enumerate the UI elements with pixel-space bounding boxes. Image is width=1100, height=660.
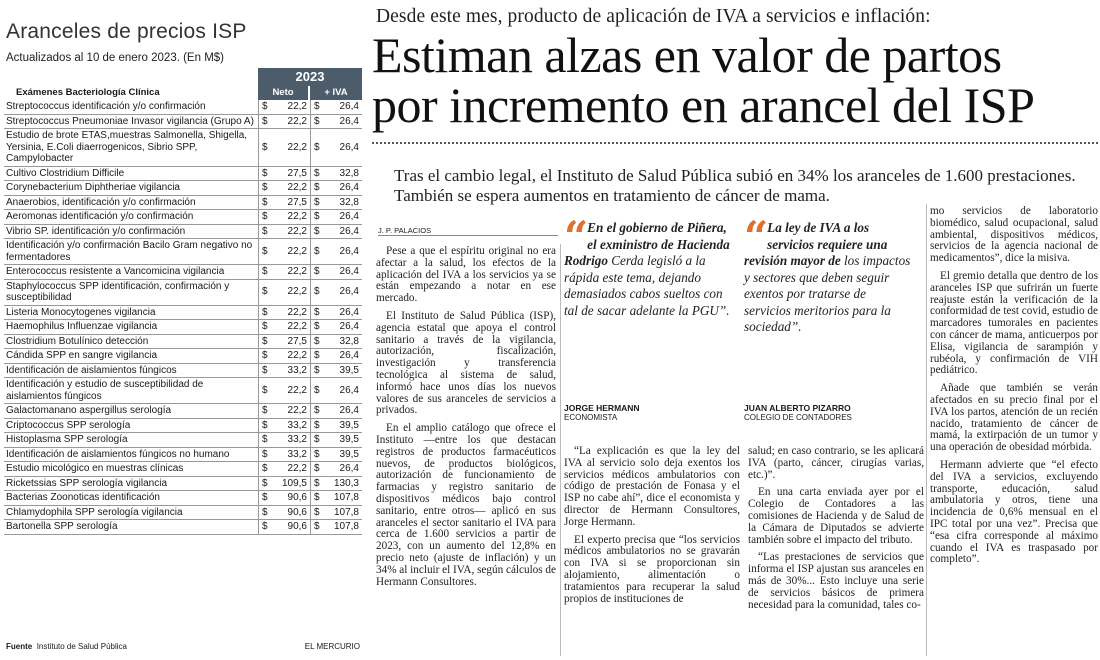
- currency-sign: $: [314, 419, 320, 431]
- price-iva: [310, 448, 362, 462]
- price-neto-value: 22,2: [287, 115, 307, 127]
- price-neto-value: 22,2: [287, 101, 307, 112]
- currency-sign: $: [262, 448, 268, 460]
- price-iva-value: 26,4: [339, 115, 359, 127]
- table-row: [4, 210, 362, 225]
- table-category: Exámenes Bacteriología Clínica: [16, 87, 160, 98]
- currency-sign: $: [262, 141, 268, 153]
- price-neto: [258, 404, 310, 418]
- table-row: [4, 477, 362, 492]
- currency-sign: $: [262, 350, 268, 361]
- currency-sign: $: [314, 211, 320, 222]
- currency-sign: $: [262, 506, 268, 518]
- price-iva-value: 26,4: [339, 321, 359, 332]
- price-iva-value: 26,4: [339, 101, 359, 112]
- price-iva-value: 39,5: [339, 419, 359, 431]
- price-neto-value: 22,2: [287, 384, 307, 396]
- price-iva: [310, 115, 362, 129]
- currency-sign: $: [314, 463, 320, 474]
- currency-sign: $: [262, 477, 268, 489]
- price-neto-value: 22,2: [287, 350, 307, 361]
- paragraph: “La explicación es que la ley del IVA al servicio solo deja exentos los servicios médicos ambulatorios con código de prestación de Fonasa y el ISP no cabe ahí”, dice el economista y director de Hermann Consultores, Jorge Hermann.: [564, 445, 740, 528]
- table-title: Aranceles de precios ISP: [6, 20, 247, 43]
- currency-sign: $: [262, 405, 268, 416]
- price-iva-value: 26,4: [339, 141, 359, 153]
- price-iva: [310, 506, 362, 520]
- currency-sign: $: [314, 384, 320, 396]
- price-iva-value: 26,4: [339, 225, 359, 237]
- table-row: [4, 115, 362, 130]
- table-row: [4, 280, 362, 306]
- exam-name: Estudio de brote ETAS,muestras Salmonella, Shigella, Yersinia, E.Coli diaerrogenicos, Sibrio SPP, Campylobacter: [6, 130, 248, 164]
- exam-name: Streptococcus Pneumoniae Invasor vigilancia (Grupo A): [6, 115, 254, 127]
- quote1-bold: En el gobierno de Piñera, el exministro de Hacienda Rodrigo: [564, 220, 730, 268]
- price-iva-value: 26,4: [339, 405, 359, 416]
- price-iva: [310, 433, 362, 447]
- price-neto-value: 22,2: [287, 463, 307, 474]
- currency-sign: $: [262, 306, 268, 318]
- exam-name: Ricketssias SPP serología vigilancia: [6, 477, 168, 489]
- price-iva: [310, 167, 362, 181]
- currency-sign: $: [314, 196, 320, 208]
- price-iva: [310, 306, 362, 320]
- price-iva-value: 130,3: [333, 477, 359, 489]
- paragraph: El experto precisa que “los servicios médicos ambulatorios no se gravarán con IVA si se proporcionan sin alojamiento, alimentación o tratamientos para recuperar la salud propios de instituciones de: [564, 533, 740, 605]
- paragraph: En una carta enviada ayer por el Colegio de Contadores a las comisiones de Hacienda y de Salud de la Cámara de Diputados se advierte también sobre el impacto del tributo.: [748, 486, 924, 546]
- currency-sign: $: [262, 384, 268, 396]
- exam-name: Identificación y/o confirmación Bacilo Gram negativo no fermentadores: [6, 240, 253, 263]
- currency-sign: $: [262, 167, 268, 179]
- currency-sign: $: [262, 521, 268, 532]
- pull-quote-2: [744, 212, 912, 336]
- table-rows: [4, 100, 362, 535]
- price-iva-value: 26,4: [339, 463, 359, 474]
- currency-sign: $: [314, 306, 320, 318]
- quote2-name: JUAN ALBERTO PIZARRO: [744, 403, 851, 413]
- currency-sign: $: [314, 101, 320, 112]
- exam-name: Identificación de aislamientos fúngicos no humano: [6, 448, 230, 460]
- table-row: [4, 239, 362, 265]
- price-neto-value: 33,2: [287, 364, 307, 376]
- exam-name: Identificación de aislamientos fúngicos: [6, 364, 177, 376]
- exam-name: Chlamydophila SPP serología vigilancia: [6, 506, 183, 518]
- source-label: Fuente: [6, 642, 33, 651]
- exam-name: Criptococcus SPP serología: [6, 419, 131, 431]
- article-deck: Tras el cambio legal, el Instituto de Salud Pública subió en 34% los aranceles de 1.600 prestaciones. También se espera aumentos en tratamiento de cáncer de mama.: [394, 166, 1076, 205]
- paragraph: salud; en caso contrario, se les aplicará IVA (parto, cáncer, cirugías varias, etc.)”.: [748, 445, 924, 481]
- table-row: [4, 462, 362, 477]
- article: [372, 0, 1100, 660]
- currency-sign: $: [314, 167, 320, 179]
- price-iva: [310, 349, 362, 363]
- price-neto-value: 22,2: [287, 245, 307, 257]
- price-iva: [310, 520, 362, 534]
- price-neto: [258, 115, 310, 129]
- table-row: [4, 225, 362, 240]
- price-iva: [310, 181, 362, 195]
- price-neto: [258, 265, 310, 279]
- currency-sign: $: [314, 115, 320, 127]
- price-neto: [258, 506, 310, 520]
- exam-name: Bacterias Zoonoticas identificación: [6, 492, 160, 503]
- currency-sign: $: [314, 477, 320, 489]
- price-iva: [310, 100, 362, 114]
- currency-sign: $: [314, 350, 320, 361]
- price-iva: [310, 239, 362, 264]
- price-iva-value: 32,8: [339, 335, 359, 347]
- price-iva: [310, 196, 362, 210]
- price-neto: [258, 364, 310, 378]
- table-footer: [6, 642, 360, 651]
- price-iva-value: 26,4: [339, 266, 359, 277]
- exam-name: Streptococcus identificación y/o confirmación: [6, 101, 206, 112]
- exam-name: Bartonella SPP serología: [6, 521, 118, 532]
- price-neto: [258, 448, 310, 462]
- table-row: [4, 100, 362, 115]
- price-neto-value: 22,2: [287, 211, 307, 222]
- price-neto-value: 27,5: [287, 335, 307, 347]
- currency-sign: $: [262, 492, 268, 503]
- quote1-text: Cerda legisló a la rápida este tema, dejando demasiados cabos sueltos con tal de sacar adelante la PGU”.: [564, 253, 730, 318]
- currency-sign: $: [314, 364, 320, 376]
- currency-sign: $: [314, 506, 320, 518]
- price-neto-value: 22,2: [287, 182, 307, 193]
- quote1-role: ECONOMISTA: [564, 413, 618, 422]
- table-row: [4, 404, 362, 419]
- paragraph: Hermann advierte que “el efecto del IVA a servicios, excluyendo transporte, educación, salud ambulatoria y otros, tiene una incidencia de 0,6% mensual en el IPC total por una vez”. Precisa que “esa cifra corresponde al máximo cuando el IVA es traspasado por completo”.: [930, 458, 1098, 566]
- table-row: [4, 306, 362, 321]
- price-iva: [310, 335, 362, 349]
- exam-name: Anaerobios, identificación y/o confirmación: [6, 196, 196, 208]
- table-row: [4, 448, 362, 463]
- price-iva: [310, 320, 362, 334]
- paragraph: El Instituto de Salud Pública (ISP), agencia estatal que apoya el control sanitario a través de la vigilancia, autorización, fiscalización, investigación y transferencia tecnológica al sistema de salud, informó hace unos días los nuevos valores de sus aranceles de servicios a privados.: [376, 309, 556, 417]
- quote-mark-icon: “: [744, 212, 765, 261]
- headline-line-2: por incremento en arancel del ISP: [372, 77, 1035, 133]
- currency-sign: $: [262, 419, 268, 431]
- source-text: Instituto de Salud Pública: [36, 642, 127, 651]
- price-iva-value: 107,8: [333, 506, 359, 518]
- table-row: [4, 378, 362, 404]
- pull-quote-1: [564, 212, 732, 319]
- price-iva-value: 39,5: [339, 434, 359, 445]
- price-neto: [258, 419, 310, 433]
- paragraph: mo servicios de laboratorio biomédico, salud ocupacional, salud ambiental, dispositivos médicos, servicios de la agencia nacional de medicamentos”, dice la misiva.: [930, 205, 1098, 265]
- price-iva: [310, 210, 362, 224]
- price-neto-value: 90,6: [287, 492, 307, 503]
- table-subtitle: Actualizados al 10 de enero 2023. (En M$): [6, 52, 224, 64]
- quote2-bold: La ley de IVA a los servicios requiere una revisión mayor de: [744, 220, 888, 268]
- price-neto: [258, 335, 310, 349]
- column-header-neto: Neto: [258, 86, 308, 100]
- currency-sign: $: [314, 321, 320, 332]
- exam-name: Listeria Monocytogenes vigilancia: [6, 306, 156, 318]
- price-iva: [310, 364, 362, 378]
- price-neto: [258, 181, 310, 195]
- price-neto: [258, 210, 310, 224]
- price-iva: [310, 265, 362, 279]
- price-neto-value: 22,2: [287, 321, 307, 332]
- body-column-4: [930, 206, 1098, 572]
- table-row: [4, 181, 362, 196]
- price-iva-value: 26,4: [339, 306, 359, 318]
- headline-line-1: Estiman alzas en valor de partos: [372, 27, 1002, 83]
- table-year-header: 2023: [258, 68, 362, 86]
- price-iva-value: 107,8: [333, 521, 359, 532]
- body-column-3: [748, 446, 924, 617]
- price-iva-value: 32,8: [339, 167, 359, 179]
- price-iva-value: 39,5: [339, 448, 359, 460]
- currency-sign: $: [314, 141, 320, 153]
- price-iva-value: 26,4: [339, 182, 359, 193]
- table-row: [4, 196, 362, 211]
- exam-name: Corynebacterium Diphtheriae vigilancia: [6, 182, 180, 193]
- price-neto: [258, 378, 310, 403]
- price-table: [0, 0, 362, 660]
- price-neto-value: 22,2: [287, 306, 307, 318]
- currency-sign: $: [314, 266, 320, 277]
- price-neto-value: 22,2: [287, 266, 307, 277]
- table-row: [4, 335, 362, 350]
- body-column-1: [376, 246, 556, 594]
- price-neto-value: 27,5: [287, 196, 307, 208]
- paragraph: Pese a que el espíritu original no era afectar a la salud, los efectos de la aplicación del IVA a los servicios ya se están empezando a notar en ese mercado.: [376, 245, 556, 305]
- price-neto: [258, 167, 310, 181]
- price-neto: [258, 129, 310, 166]
- price-neto-value: 22,2: [287, 405, 307, 416]
- price-iva: [310, 419, 362, 433]
- table-row: [4, 320, 362, 335]
- quote2-role: COLEGIO DE CONTADORES: [744, 413, 852, 422]
- currency-sign: $: [314, 492, 320, 503]
- quote1-signature: [564, 404, 640, 422]
- currency-sign: $: [314, 521, 320, 532]
- article-kicker: Desde este mes, producto de aplicación de IVA a servicios e inflación:: [376, 6, 931, 27]
- price-neto: [258, 462, 310, 476]
- paragraph: “Las prestaciones de servicios que informa el ISP ajustan sus aranceles en más de 30%... Esto incluye una serie de servicios básicos de primera necesidad para la comunidad, tales co-: [748, 551, 924, 611]
- price-neto-value: 33,2: [287, 448, 307, 460]
- exam-name: Clostridium Botulínico detección: [6, 335, 149, 347]
- exam-name: Histoplasma SPP serología: [6, 434, 128, 445]
- price-neto-value: 22,2: [287, 225, 307, 237]
- exam-name: Staphylococcus SPP identificación, confirmación y susceptibilidad: [6, 280, 230, 303]
- exam-name: Identificación y estudio de susceptibilidad de aislamientos fúngicos: [6, 379, 204, 402]
- paragraph: El gremio detalla que dentro de los aranceles ISP que sufrirán un fuerte reajuste están la verificación de la conformidad de test covid, estudio de marcadores tumorales en pacientes con cáncer de mama, anticuerpos por Elisa, vigilancia de sarampión y rubéola, y confirmación de VIH pediátrico.: [930, 269, 1098, 377]
- price-neto-value: 90,6: [287, 506, 307, 518]
- price-neto-value: 109,5: [281, 477, 307, 489]
- price-iva: [310, 491, 362, 505]
- column-header-iva: + IVA: [310, 86, 362, 100]
- price-neto: [258, 349, 310, 363]
- byline: J. P. PALACIOS: [378, 226, 432, 235]
- table-row: [4, 433, 362, 448]
- price-neto-value: 22,2: [287, 141, 307, 153]
- price-neto: [258, 477, 310, 491]
- currency-sign: $: [314, 434, 320, 445]
- column-separator: [560, 244, 561, 656]
- quote2-text: los impactos y sectores que deben seguir exentos por tratarse de servicios meritorios para la sociedad”.: [744, 253, 911, 334]
- price-iva: [310, 129, 362, 166]
- table-row: [4, 265, 362, 280]
- exam-name: Haemophilus Influenzae vigilancia: [6, 321, 158, 332]
- price-neto: [258, 306, 310, 320]
- table-row: [4, 491, 362, 506]
- price-iva: [310, 225, 362, 239]
- table-row: [4, 129, 362, 167]
- currency-sign: $: [314, 245, 320, 257]
- price-neto-value: 33,2: [287, 419, 307, 431]
- price-neto: [258, 433, 310, 447]
- quote1-name: JORGE HERMANN: [564, 403, 640, 413]
- currency-sign: $: [262, 266, 268, 277]
- currency-sign: $: [314, 448, 320, 460]
- paragraph: Añade que también se verán afectados en su precio final por el IVA los partos, atención de un recién nacido, tratamiento de cáncer de mamá, la extirpación de un tumor y una operación de obesidad mórbida.: [930, 382, 1098, 454]
- price-iva: [310, 477, 362, 491]
- body-column-2: [564, 446, 740, 611]
- price-iva: [310, 280, 362, 305]
- currency-sign: $: [262, 335, 268, 347]
- price-iva-value: 26,4: [339, 350, 359, 361]
- price-iva: [310, 378, 362, 403]
- currency-sign: $: [262, 364, 268, 376]
- exam-name: Estudio micológico en muestras clínicas: [6, 463, 184, 474]
- price-iva-value: 32,8: [339, 196, 359, 208]
- price-neto: [258, 320, 310, 334]
- currency-sign: $: [262, 196, 268, 208]
- exam-name: Vibrio SP. identificación y/o confirmación: [6, 225, 186, 237]
- table-row: [4, 349, 362, 364]
- price-iva-value: 26,4: [339, 286, 359, 298]
- currency-sign: $: [314, 405, 320, 416]
- table-row: [4, 167, 362, 182]
- price-iva: [310, 462, 362, 476]
- price-neto-value: 90,6: [287, 521, 307, 532]
- price-neto-value: 22,2: [287, 286, 307, 298]
- credit-text: EL MERCURIO: [304, 642, 360, 651]
- price-neto: [258, 100, 310, 114]
- paragraph: En el amplio catálogo que ofrece el Instituto —entre los que destacan registros de productos farmacéuticos nuevos, de productos biológicos, autorización de funcionamiento de farmacias y registro sanitario de dispositivos médicos bajo control sanitario, entre otros— aplicó en sus aranceles el sector sanitario el IVA para cerca de 1.600 servicios a partir de 2023, con un aumento del 12,8% en precio neto (ajuste de inflación) y un 34% al incluir el IVA, según cálculos de Hermann Consultores.: [376, 422, 556, 588]
- price-iva-value: 39,5: [339, 364, 359, 376]
- table-row: [4, 364, 362, 379]
- exam-name: Cándida SPP en sangre vigilancia: [6, 350, 158, 361]
- currency-sign: $: [262, 211, 268, 222]
- byline-divider: [378, 235, 558, 236]
- price-neto: [258, 280, 310, 305]
- column-separator: [926, 204, 927, 656]
- currency-sign: $: [314, 286, 320, 298]
- currency-sign: $: [262, 182, 268, 193]
- currency-sign: $: [262, 286, 268, 298]
- article-headline: [372, 27, 1035, 133]
- currency-sign: $: [314, 182, 320, 193]
- price-neto: [258, 520, 310, 534]
- price-neto: [258, 239, 310, 264]
- price-neto: [258, 491, 310, 505]
- quote-mark-icon: “: [564, 212, 585, 261]
- price-iva-value: 107,8: [333, 492, 359, 503]
- currency-sign: $: [262, 225, 268, 237]
- currency-sign: $: [262, 434, 268, 445]
- exam-name: Cultivo Clostridium Difficile: [6, 167, 125, 179]
- table-row: [4, 506, 362, 521]
- currency-sign: $: [262, 321, 268, 332]
- table-row: [4, 419, 362, 434]
- currency-sign: $: [314, 335, 320, 347]
- price-iva-value: 26,4: [339, 384, 359, 396]
- quote2-signature: [744, 404, 852, 422]
- price-neto-value: 33,2: [287, 434, 307, 445]
- price-iva-value: 26,4: [339, 211, 359, 222]
- currency-sign: $: [314, 225, 320, 237]
- price-neto: [258, 225, 310, 239]
- currency-sign: $: [262, 245, 268, 257]
- price-iva-value: 26,4: [339, 245, 359, 257]
- currency-sign: $: [262, 115, 268, 127]
- currency-sign: $: [262, 463, 268, 474]
- price-iva: [310, 404, 362, 418]
- price-neto: [258, 196, 310, 210]
- price-neto-value: 27,5: [287, 167, 307, 179]
- table-row: [4, 520, 362, 535]
- exam-name: Galactomanano aspergillus serología: [6, 405, 172, 416]
- exam-name: Aeromonas identificación y/o confirmación: [6, 211, 194, 222]
- divider: [372, 142, 1100, 144]
- exam-name: Enterococcus resistente a Vancomicina vigilancia: [6, 266, 225, 277]
- currency-sign: $: [262, 101, 268, 112]
